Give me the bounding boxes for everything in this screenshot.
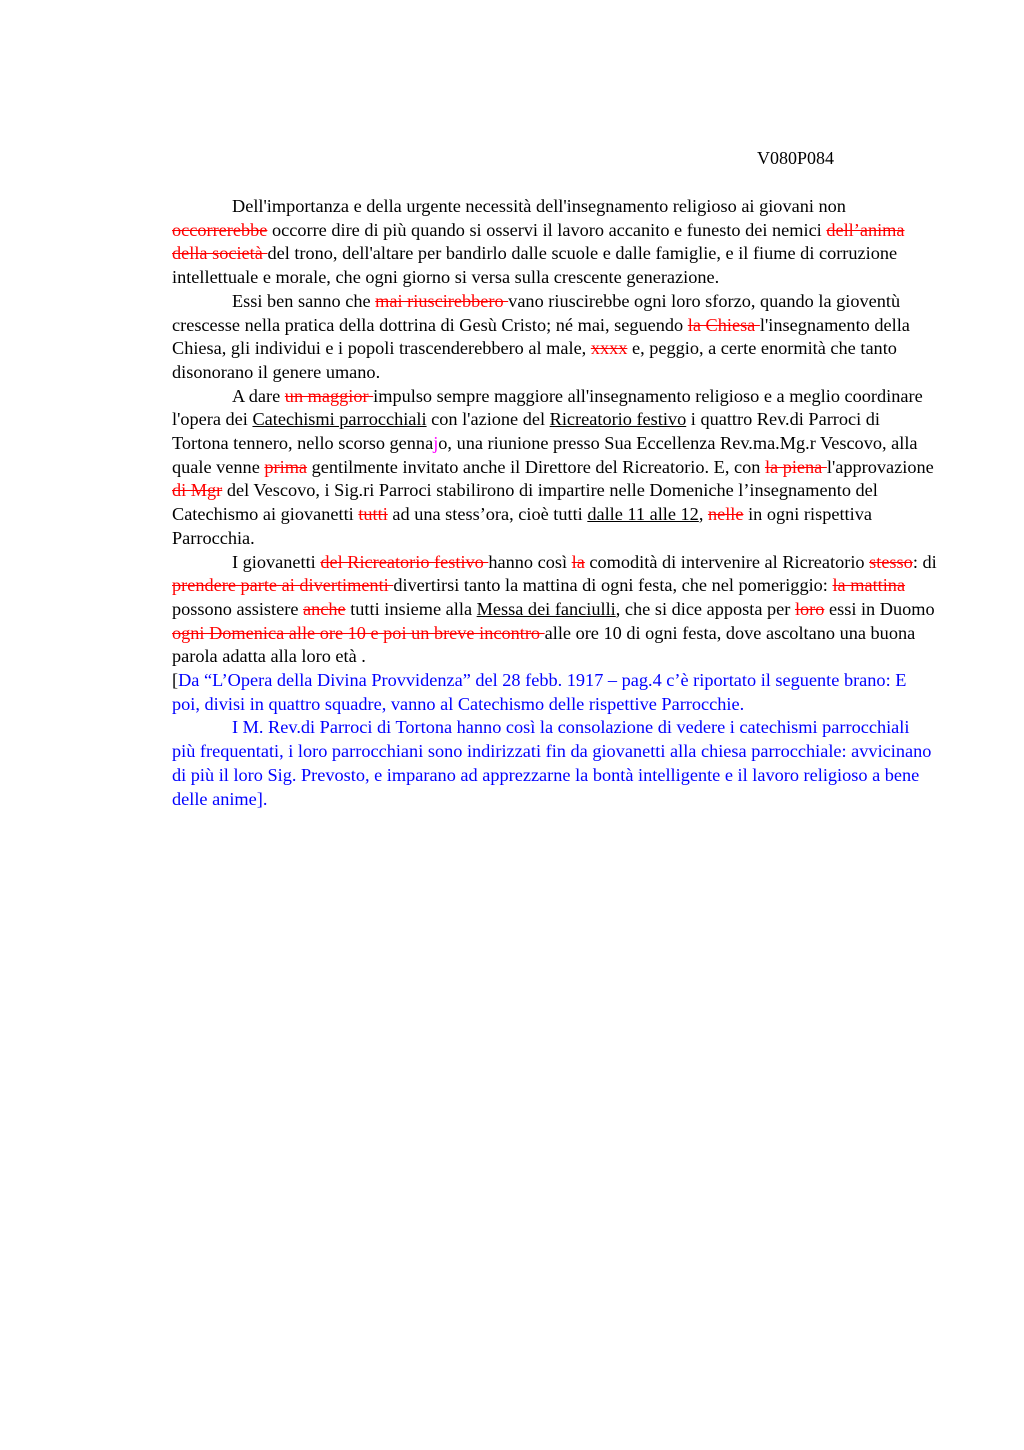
paragraph-3 [172, 385, 937, 551]
deleted-text: la [571, 551, 585, 572]
document-body [172, 195, 937, 811]
underlined-text: Catechismi parrocchiali [252, 409, 427, 430]
text: i quattro Rev.di Parroci di Tortona tennero, nello scorso genna [172, 409, 880, 454]
text: essi in Duomo [824, 598, 935, 619]
text: in ogni rispettiva Parrocchia. [172, 504, 872, 548]
deleted-text: nelle [707, 504, 744, 525]
text: , [698, 504, 708, 525]
text: vano riuscirebbe ogni loro sforzo, quando la gioventù crescesse nella pratica della dottrina di Gesù Cristo; né mai, seguendo [172, 290, 901, 335]
deleted-text: dell’anima della società [172, 219, 905, 264]
deleted-text: prima [264, 456, 308, 477]
text: tutti insieme alla [345, 598, 477, 619]
deleted-text: xxxx [590, 338, 628, 359]
citation-text: Da “L’Opera della Divina Provvidenza” del 28 febb. 1917 – pag.4 c’è riportato il seguente brano: E poi, divisi in quattro squadre, vanno al Catechismo delle rispettive Parrocchie. [172, 670, 907, 714]
text: con l'azione del [426, 409, 550, 430]
text: e, peggio, a certe enormità che tanto disonorano il genere umano. [172, 338, 897, 382]
deleted-text: di Mgr [172, 480, 223, 501]
deleted-text: anche [303, 598, 346, 619]
text: hanno così [488, 551, 572, 572]
paragraph-4 [172, 551, 937, 670]
deleted-text: la piena [764, 456, 827, 477]
underlined-text: dalle 11 alle 12 [587, 504, 699, 525]
text: possono assistere [172, 598, 304, 619]
paragraph-6-citation [172, 716, 937, 811]
deleted-text: mai riuscirebbero [375, 290, 509, 311]
deleted-text: tutti [358, 504, 388, 525]
page-code: V080P084 [757, 148, 835, 168]
citation-text: I M. Rev.di Parroci di Tortona hanno così la consolazione di vedere i catechismi parrocchiali più frequentati, i loro parrocchiani sono indirizzati fin da giovanetti alla chiesa parrocchiale: avvicinano di più il loro Sig. Prevosto, e imparano ad apprezzarne la bontà intelligente e il lavoro religioso a bene delle anime]. [172, 717, 932, 809]
text: l'approvazione [826, 456, 934, 477]
bracket: [ [172, 670, 179, 691]
text: del Vescovo, i Sig.ri Parroci stabilirono di impartire nelle Domeniche l’insegnamento del Catechismo ai giovanetti [172, 480, 878, 525]
deleted-text: stesso [869, 551, 913, 572]
text: o, una riunione presso Sua Eccellenza Rev.ma.Mg.r Vescovo, alla quale venne [172, 433, 918, 477]
deleted-text: la Chiesa [687, 314, 760, 335]
deleted-text: occorrerebbe [172, 219, 268, 240]
text: I giovanetti [232, 551, 321, 572]
deleted-text: del Ricreatorio festivo [320, 551, 489, 572]
paragraph-2 [172, 290, 937, 385]
text: comodità di intervenire al Ricreatorio [584, 551, 870, 572]
deleted-text: prendere parte ai divertimenti [172, 575, 394, 596]
text: Dell'importanza e della urgente necessità dell'insegnamento religioso ai giovani non [232, 196, 846, 216]
text: divertirsi tanto la mattina di ogni festa, che nel pomeriggio: [393, 575, 833, 596]
text: l'insegnamento della Chiesa, gli individui e i popoli trascenderebbero al male, [172, 314, 910, 359]
underlined-text: Messa dei fanciulli [476, 598, 616, 619]
text: gentilmente invitato anche il Direttore del Ricreatorio. E, con [307, 456, 765, 477]
inserted-text: j [433, 433, 439, 454]
text: del trono, dell'altare per bandirlo dalle scuole e dalle famiglie, e il fiume di corruzione intellettuale e morale, che ogni giorno si versa sulla crescente generazione. [172, 243, 898, 288]
deleted-text: loro [794, 598, 825, 619]
text: Essi ben sanno che [232, 290, 376, 311]
deleted-text: la mattina [832, 575, 906, 596]
deleted-text: ogni Domenica alle ore 10 e poi un breve incontro [172, 622, 545, 643]
underlined-text: Ricreatorio festivo [549, 409, 687, 430]
text: : di [912, 551, 937, 572]
text: , che si dice apposta per [615, 598, 795, 619]
deleted-text: un maggior [284, 385, 374, 406]
text: alle ore 10 di ogni festa, dove ascoltano una buona parola adatta alla loro età . [172, 622, 916, 667]
text: ad una stess’ora, cioè tutti [387, 504, 588, 525]
text: occorre dire di più quando si osservi il lavoro accanito e funesto dei nemici [267, 219, 827, 240]
paragraph-1 [172, 195, 937, 290]
paragraph-5-citation [172, 669, 937, 716]
text: A dare [232, 385, 285, 406]
text: impulso sempre maggiore all'insegnamento religioso e a meglio coordinare l'opera dei [172, 385, 923, 430]
